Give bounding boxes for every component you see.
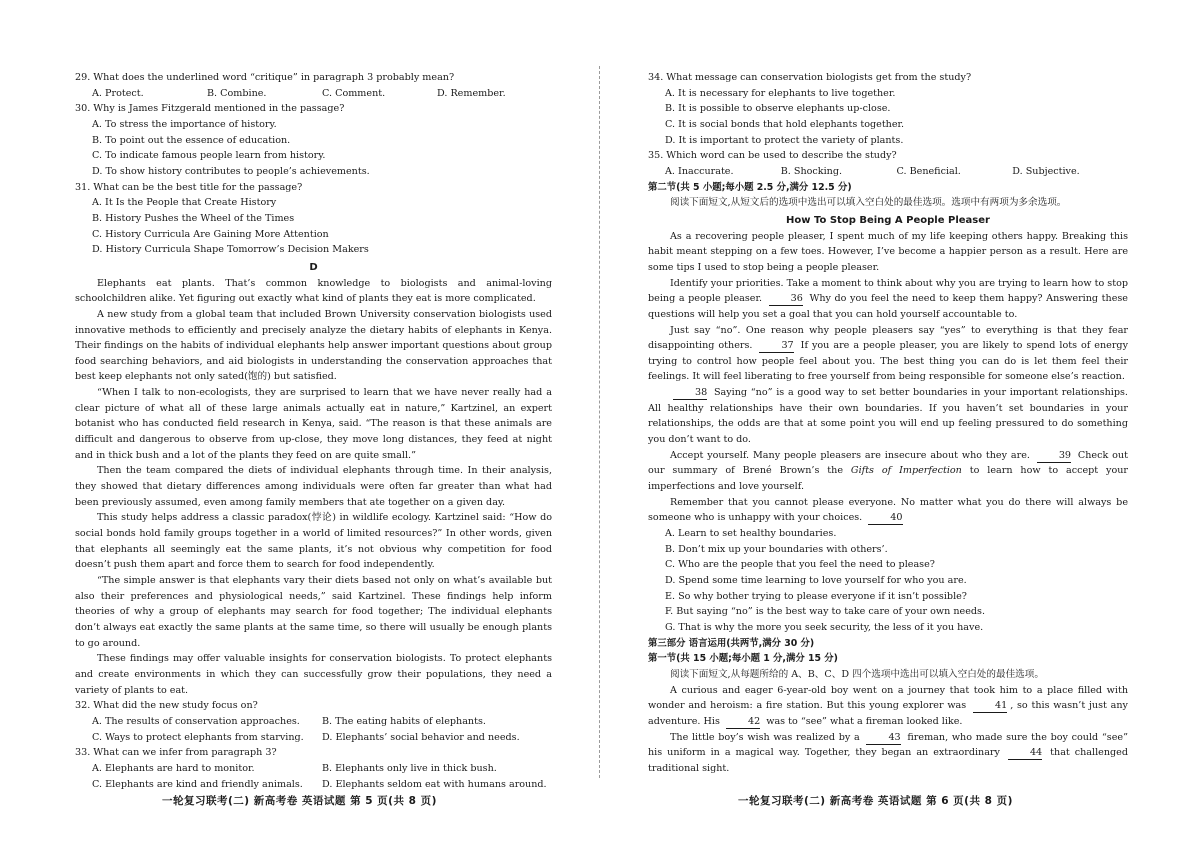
section-2-instruction: 阅读下面短文,从短文后的选项中选出可以填入空白处的最佳选项。选项中有两项为多余选项。 [670, 197, 1067, 209]
option-a: A. It Is the People that Create History [92, 197, 277, 209]
blank-39[interactable]: 39 [1037, 450, 1071, 463]
blank-43[interactable]: 43 [866, 732, 900, 745]
option-b: B. It is possible to observe elephants up-close. [665, 103, 891, 115]
answer-options [648, 526, 1128, 636]
question-stem: 29. What does the underlined word “critique” in paragraph 3 probably mean? [75, 72, 455, 83]
question-29 [75, 70, 552, 101]
page-footer-right: 一轮复习联考(二) 新高考卷 英语试题 第 6 页(共 8 页) [738, 795, 1013, 807]
option-c: C. Beneficial. [896, 165, 961, 177]
blank-44[interactable]: 44 [1008, 747, 1042, 760]
question-stem: 33. What can we infer from paragraph 3? [75, 747, 277, 759]
option-d: D. History Curricula Shape Tomorrow’s Decision Makers [92, 244, 369, 256]
paragraph: A new study from a global team that included Brown University conservation biologists used innovative methods to efficiently and precisely analyze the dietary habits of elephants in Kenya. Their findings on the habits of individual elephants help answer important questions about group food searching behaviors, and aid biologists in understanding the conservation approaches that best keep elephants not only sated(饱的) but satisfied. [75, 308, 552, 383]
question-30 [75, 101, 552, 179]
question-stem: 30. Why is James Fitzgerald mentioned in the passage? [75, 103, 345, 115]
option-b: B. Don’t mix up your boundaries with others’. [665, 543, 888, 555]
part-3-section-1-heading: 第一节(共 15 小题;每小题 1 分,满分 15 分) [648, 653, 838, 665]
blank-36[interactable]: 36 [769, 293, 803, 306]
question-31 [75, 180, 552, 258]
option-c: C. History Curricula Are Gaining More Attention [92, 228, 329, 240]
part-3-instruction: 阅读下面短文,从每题所给的 A、B、C、D 四个选项中选出可以填入空白处的最佳选项。 [670, 668, 1044, 680]
blank-38[interactable]: 38 [673, 387, 707, 400]
paragraph: Just say “no”. One reason why people pleasers say “yes” to everything is that they fear disappointing others. 37 If you are a people pleaser, you are likely to spend lots of energy trying to control how people feel about you. The best thing you can do is let them feel their feelings. It will feel liberating to free yourself from being responsible for someone else’s reaction. [648, 324, 1128, 383]
option-d: D. Elephants seldom eat with humans around. [322, 778, 547, 790]
question-stem: 35. Which word can be used to describe the study? [648, 150, 897, 162]
option-b: B. Combine. [207, 87, 267, 99]
option-g: G. That is why the more you seek security, the less of it you have. [665, 621, 984, 633]
option-b: B. Elephants only live in thick bush. [322, 762, 497, 774]
paragraph: These findings may offer valuable insights for conservation biologists. To protect elephants and create environments in which they can successfully grow their populations, they need a variety of plants to eat. [75, 653, 552, 696]
paragraph: Then the team compared the diets of individual elephants through time. In their analysis, they showed that dietary differences among individuals were often far greater than what had been previously assumed, even among family members that ate together on a given day. [75, 465, 552, 508]
option-c: C. To indicate famous people learn from history. [92, 150, 326, 162]
paragraph: “The simple answer is that elephants vary their diets based not only on what’s available but also their preferences and physiological needs,” said Kartzinel. These findings help inform theories of why a group of elephants may search for food together; The individual elephants don’t always eat exactly the same plants at the same time, so there will usually be enough plants to go around. [75, 575, 552, 649]
option-a: A. Learn to set healthy boundaries. [665, 528, 837, 540]
left-column [75, 70, 552, 792]
paragraph: This study helps address a classic paradox(悖论) in wildlife ecology. Kartzinel said: “How do social bonds hold family groups together in a world of limited resources?” In other words, given that elephants all seemingly eat the same plants, it’s not obvious why competition for food doesn’t push them apart and force them to search for food independently. [75, 512, 552, 571]
option-b: B. To point out the essence of education. [92, 134, 291, 146]
section-2-heading: 第二节(共 5 小题;每小题 2.5 分,满分 12.5 分) [648, 181, 852, 193]
option-b: B. Shocking. [780, 165, 843, 177]
option-b: B. History Pushes the Wheel of the Times [92, 212, 295, 224]
part-3-heading: 第三部分 语言运用(共两节,满分 30 分) [648, 637, 815, 649]
paragraph: 38 Saying “no” is a good way to set better boundaries in your important relationships. All healthy relationships have their own boundaries. If you haven’t set boundaries in your relationships, the odds are that at some point you will end up feeling pressured to do something you don’t want to do. [648, 387, 1128, 446]
question-33 [75, 745, 552, 792]
paragraph: The little boy’s wish was realized by a 43 fireman, who made sure the boy could “see” his uniform in a magical way. Together, they began an extraordinary 44 that challenged traditional sight. [648, 731, 1128, 774]
book-title: Gifts of Imperfection [850, 465, 962, 477]
passage-d-heading: D [309, 261, 318, 273]
option-a: A. Elephants are hard to monitor. [92, 762, 255, 774]
option-b: B. The eating habits of elephants. [322, 715, 486, 727]
paragraph: Remember that you cannot please everyone. No matter what you do there will always be someone who is unhappy with your choices. 40 [648, 496, 1128, 524]
question-34 [648, 70, 1128, 148]
option-c: C. Who are the people that you feel the need to please? [665, 559, 935, 571]
options-row [75, 761, 552, 777]
options-row [75, 777, 552, 793]
column-divider [599, 66, 600, 778]
passage-title: How To Stop Being A People Pleaser [786, 214, 990, 226]
blank-42[interactable]: 42 [726, 716, 760, 729]
paragraph: A curious and eager 6-year-old boy went on a journey that took him to a place filled with wonder and heroism: a fire station. But this young explorer was 41 , so this wasn’t just any adventure. His 42 was to “see” what a fireman looked like. [648, 684, 1128, 727]
question-stem: 31. What can be the best title for the passage? [75, 181, 303, 193]
option-d: D. Subjective. [1012, 165, 1080, 177]
question-35 [648, 148, 1128, 179]
options-row [75, 714, 552, 730]
right-column [648, 70, 1128, 777]
question-stem: 34. What message can conservation biologists get from the study? [648, 72, 972, 83]
options-row [648, 164, 1128, 180]
blank-37[interactable]: 37 [759, 340, 793, 353]
paragraph: Identify your priorities. Take a moment to think about why you are trying to learn how to stop being a people pleaser. 36 Why do you feel the need to keep them happy? Answering these questions will help you set a goal that you can hold yourself accountable to. [648, 277, 1128, 320]
option-c: C. Elephants are kind and friendly animals. [92, 778, 303, 790]
options-row [75, 730, 552, 746]
blank-41[interactable]: 41 [973, 700, 1007, 713]
option-d: D. It is important to protect the variety of plants. [665, 134, 904, 146]
paragraph: “When I talk to non-ecologists, they are surprised to learn that we have never really had a clear picture of what all of these large animals actually eat in nature,” Kartzinel, an expert botanist who has conducted field research in Kenya, said. “The reason is that these animals are difficult and dangerous to observe from up-close, they move long distances, they feed at night and in thick bush and a lot of the plants they feed on are quite small.” [75, 387, 552, 461]
option-d: D. Remember. [437, 87, 506, 99]
page-footer-left: 一轮复习联考(二) 新高考卷 英语试题 第 5 页(共 8 页) [162, 795, 437, 807]
option-a: A. Protect. [92, 87, 144, 99]
option-a: A. To stress the importance of history. [92, 118, 277, 130]
blank-40[interactable]: 40 [868, 512, 902, 525]
option-d: D. To show history contributes to people’s achievements. [92, 165, 370, 177]
option-f: F. But saying “no” is the best way to take care of your own needs. [665, 606, 986, 618]
question-32 [75, 698, 552, 745]
option-a: A. Inaccurate. [665, 165, 734, 177]
option-c: C. Comment. [322, 87, 386, 99]
option-e: E. So why bother trying to please everyone if it isn’t possible? [665, 590, 967, 602]
option-d: D. Spend some time learning to love yourself for who you are. [665, 575, 967, 586]
option-c: C. It is social bonds that hold elephants together. [665, 118, 905, 130]
options-row [75, 86, 552, 102]
paragraph: As a recovering people pleaser, I spent much of my life keeping others happy. Breaking this habit meant stepping on a few toes. However, I’ve become a happier person as a result. Here are some tips I used to stop being a people pleaser. [648, 230, 1128, 273]
passage-d [75, 276, 552, 699]
option-d: D. Elephants’ social behavior and needs. [322, 731, 520, 743]
paragraph: Accept yourself. Many people pleasers are insecure about who they are. 39 Check out our summary of Brené Brown’s the Gifts of Imperfection to learn how to accept your imperfections and love yourself. [648, 449, 1129, 493]
option-a: A. The results of conservation approaches. [92, 715, 300, 727]
option-a: A. It is necessary for elephants to live together. [665, 87, 896, 99]
option-c: C. Ways to protect elephants from starving. [92, 731, 304, 743]
question-stem: 32. What did the new study focus on? [75, 700, 258, 712]
paragraph: Elephants eat plants. That’s common knowledge to biologists and animal-loving schoolchildren alike. Yet figuring out exactly what kind of plants they eat is more complicated. [75, 277, 552, 305]
